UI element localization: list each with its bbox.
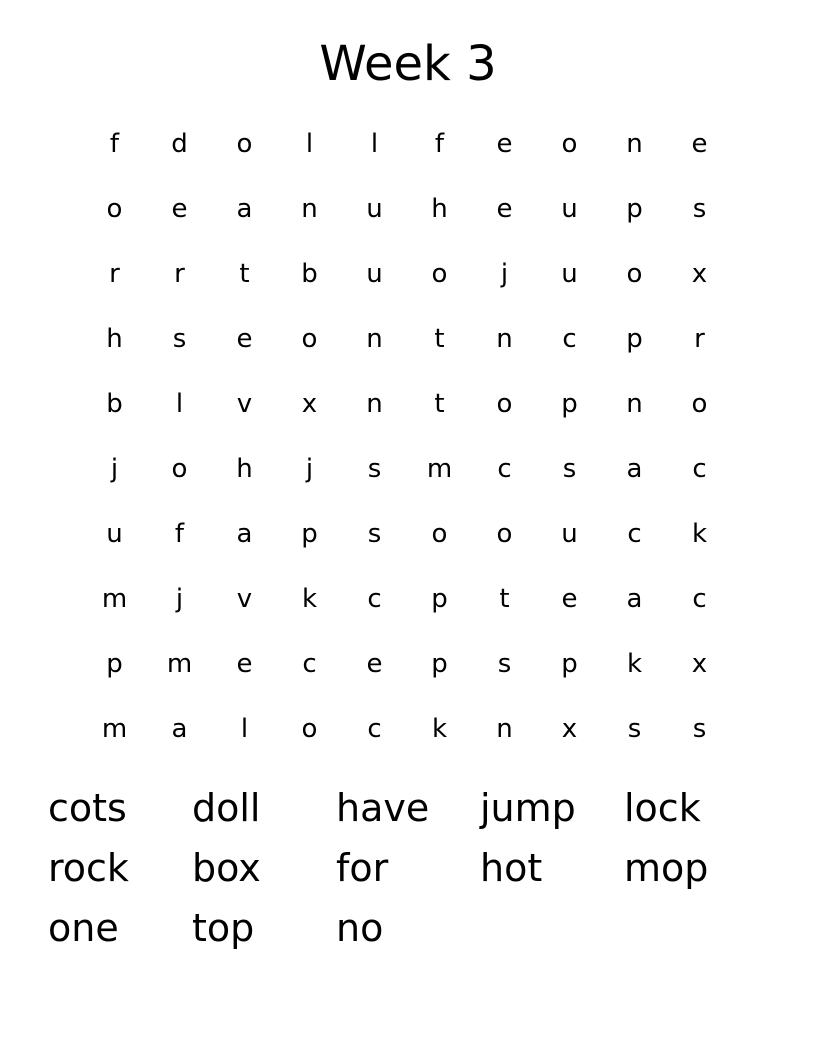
grid-letter: x bbox=[301, 389, 318, 419]
grid-letter: u bbox=[366, 259, 383, 289]
grid-letter: j bbox=[110, 454, 119, 484]
grid-letter: s bbox=[367, 519, 382, 549]
word-list-item: rock bbox=[48, 846, 129, 890]
grid-letter: a bbox=[171, 714, 188, 744]
grid-letter: h bbox=[236, 454, 253, 484]
grid-letter: e bbox=[236, 324, 253, 354]
word-list-item: top bbox=[192, 906, 255, 950]
grid-letter: s bbox=[172, 324, 187, 354]
grid-letter: p bbox=[626, 324, 643, 354]
grid-letter: c bbox=[562, 324, 577, 354]
grid-letter: j bbox=[500, 259, 509, 289]
grid-letter: r bbox=[109, 259, 120, 289]
word-list bbox=[48, 778, 768, 958]
grid-letter: o bbox=[691, 389, 708, 419]
word-list-item: box bbox=[192, 846, 261, 890]
grid-letter: o bbox=[301, 324, 318, 354]
grid-letter: u bbox=[366, 194, 383, 224]
grid-letter: f bbox=[174, 519, 185, 549]
grid-letter: u bbox=[561, 194, 578, 224]
grid-letter: n bbox=[496, 714, 513, 744]
grid-letter: t bbox=[434, 324, 445, 354]
grid-letter: t bbox=[499, 584, 510, 614]
grid-letter: a bbox=[236, 194, 253, 224]
grid-letter: m bbox=[166, 649, 193, 679]
grid-letter: p bbox=[431, 584, 448, 614]
grid-letter: o bbox=[431, 519, 448, 549]
grid-letter: v bbox=[236, 584, 253, 614]
grid-letter: n bbox=[366, 389, 383, 419]
grid-letter: d bbox=[171, 129, 188, 159]
grid-letter: n bbox=[626, 389, 643, 419]
grid-letter: o bbox=[301, 714, 318, 744]
grid-letter: h bbox=[431, 194, 448, 224]
grid-letter: u bbox=[561, 519, 578, 549]
grid-letter: n bbox=[366, 324, 383, 354]
grid-letter: e bbox=[691, 129, 708, 159]
grid-letter: l bbox=[175, 389, 184, 419]
grid-letter: k bbox=[626, 649, 643, 679]
word-list-item: have bbox=[336, 786, 430, 830]
word-list-item: for bbox=[336, 846, 389, 890]
grid-letter: l bbox=[305, 129, 314, 159]
grid-letter: p bbox=[561, 649, 578, 679]
grid-letter: k bbox=[691, 519, 708, 549]
grid-letter: s bbox=[497, 649, 512, 679]
grid-letter: p bbox=[301, 519, 318, 549]
grid-letter: c bbox=[692, 454, 707, 484]
word-list-item: hot bbox=[480, 846, 543, 890]
grid-letter: b bbox=[106, 389, 123, 419]
grid-letter: o bbox=[561, 129, 578, 159]
grid-letter: j bbox=[305, 454, 314, 484]
grid-letter: f bbox=[434, 129, 445, 159]
letter-grid bbox=[82, 112, 732, 762]
grid-letter: l bbox=[240, 714, 249, 744]
grid-letter: p bbox=[626, 194, 643, 224]
grid-letter: x bbox=[561, 714, 578, 744]
grid-letter: r bbox=[174, 259, 185, 289]
grid-letter: e bbox=[561, 584, 578, 614]
grid-letter: c bbox=[367, 714, 382, 744]
word-list-item: doll bbox=[192, 786, 261, 830]
grid-letter: l bbox=[370, 129, 379, 159]
grid-letter: c bbox=[497, 454, 512, 484]
grid-letter: p bbox=[561, 389, 578, 419]
grid-letter: o bbox=[496, 519, 513, 549]
word-list-item: jump bbox=[480, 786, 576, 830]
grid-letter: a bbox=[236, 519, 253, 549]
page-title: Week 3 bbox=[319, 36, 497, 92]
grid-letter: h bbox=[106, 324, 123, 354]
word-list-item: lock bbox=[624, 786, 701, 830]
grid-letter: o bbox=[171, 454, 188, 484]
grid-letter: a bbox=[626, 584, 643, 614]
grid-letter: x bbox=[691, 649, 708, 679]
grid-letter: c bbox=[302, 649, 317, 679]
grid-letter: m bbox=[101, 714, 128, 744]
grid-letter: k bbox=[301, 584, 318, 614]
grid-letter: s bbox=[692, 714, 707, 744]
grid-letter: e bbox=[496, 194, 513, 224]
grid-letter: x bbox=[691, 259, 708, 289]
grid-letter: o bbox=[236, 129, 253, 159]
grid-letter: r bbox=[694, 324, 705, 354]
grid-letter: e bbox=[496, 129, 513, 159]
grid-letter: j bbox=[175, 584, 184, 614]
word-list-item: cots bbox=[48, 786, 127, 830]
grid-letter: s bbox=[692, 194, 707, 224]
grid-letter: f bbox=[109, 129, 120, 159]
grid-letter: t bbox=[434, 389, 445, 419]
word-list-item: mop bbox=[624, 846, 709, 890]
grid-letter: a bbox=[626, 454, 643, 484]
grid-letter: c bbox=[367, 584, 382, 614]
grid-letter: n bbox=[496, 324, 513, 354]
grid-letter: e bbox=[236, 649, 253, 679]
grid-letter: m bbox=[101, 584, 128, 614]
word-list-item: no bbox=[336, 906, 384, 950]
word-list-item: one bbox=[48, 906, 119, 950]
grid-letter: p bbox=[106, 649, 123, 679]
grid-letter: m bbox=[426, 454, 453, 484]
grid-letter: o bbox=[106, 194, 123, 224]
grid-letter: u bbox=[106, 519, 123, 549]
grid-letter: k bbox=[431, 714, 448, 744]
grid-letter: v bbox=[236, 389, 253, 419]
grid-letter: p bbox=[431, 649, 448, 679]
grid-letter: o bbox=[496, 389, 513, 419]
grid-letter: c bbox=[692, 584, 707, 614]
grid-letter: o bbox=[431, 259, 448, 289]
grid-letter: o bbox=[626, 259, 643, 289]
grid-letter: e bbox=[171, 194, 188, 224]
grid-letter: n bbox=[301, 194, 318, 224]
grid-letter: s bbox=[627, 714, 642, 744]
grid-letter: n bbox=[626, 129, 643, 159]
grid-letter: b bbox=[301, 259, 318, 289]
grid-letter: u bbox=[561, 259, 578, 289]
grid-letter: s bbox=[367, 454, 382, 484]
grid-letter: s bbox=[562, 454, 577, 484]
grid-letter: t bbox=[239, 259, 250, 289]
grid-letter: c bbox=[627, 519, 642, 549]
grid-letter: e bbox=[366, 649, 383, 679]
